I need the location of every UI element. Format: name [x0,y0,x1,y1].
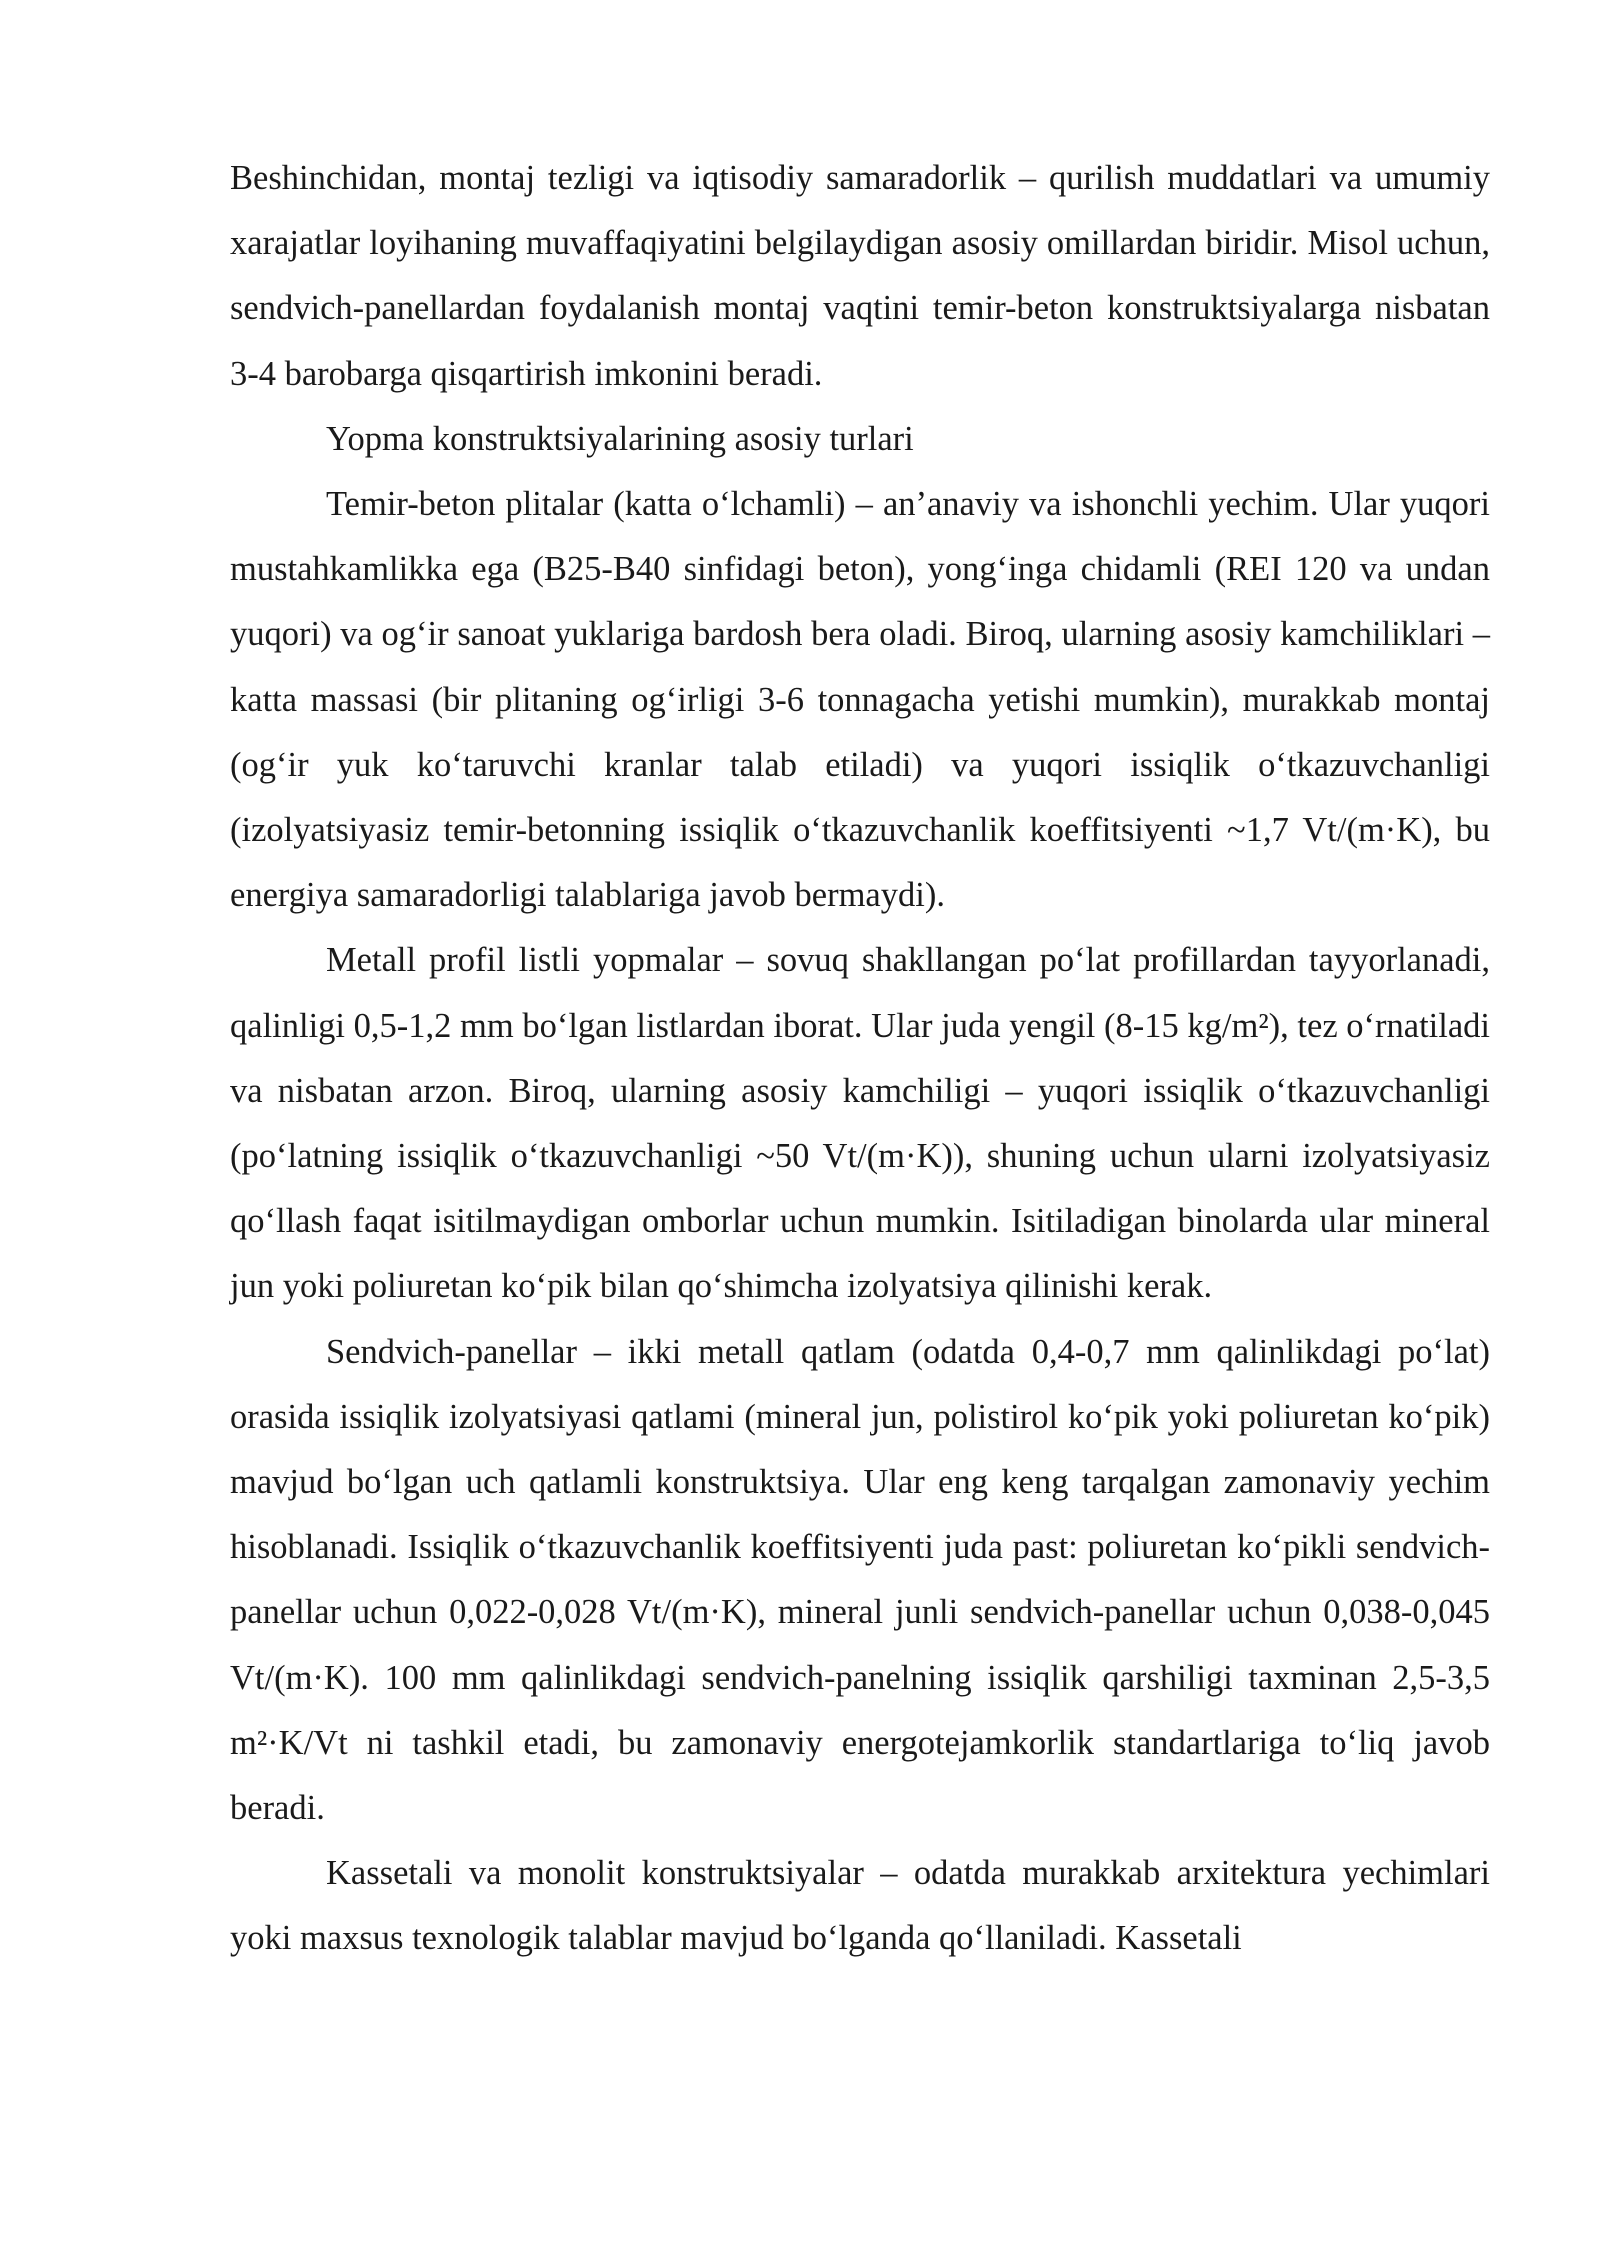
section-heading-cover-types: Yopma konstruktsiyalarining asosiy turlari [326,419,914,458]
paragraph-metal-profile-sheets: Metall profil listli yopmalar – sovuq shakllangan poʻlat profillardan tayyorlanadi, qalinligi 0,5-1,2 mm boʻlgan listlardan iborat. Ular juda yengil (8-15 kg/m²), tez oʻrnatiladi va nisbatan arzon. Biroq, ularning asosiy kamchiligi – yuqori issiqlik oʻtkazuvchanligi (poʻlatning issiqlik oʻtkazuvchanligi ~50 Vt/(m·K)), shuning uchun ularni izolyatsiyasiz qoʻllash faqat isitilmaydigan omborlar uchun mumkin. Isitiladigan binolarda ular mineral jun yoki poliuretan koʻpik bilan qoʻshimcha izolyatsiya qilinishi kerak. [230,941,1490,1306]
paragraph-reinforced-concrete-slabs: Temir-beton plitalar (katta oʻlchamli) – an’anaviy va ishonchli yechim. Ular yuqori mustahkamlikka ega (B25-B40 sinfidagi beton), yongʻinga chidamli (REI 120 va undan yuqori) va ogʻir sanoat yuklariga bardosh bera oladi. Biroq, ularning asosiy kamchiliklari – katta massasi (bir plitaning ogʻirligi 3-6 tonnagacha yetishi mumkin), murakkab montaj (ogʻir yuk koʻtaruvchi kranlar talab etiladi) va yuqori issiqlik oʻtkazuvchanligi (izolyatsiyasiz temir-betonning issiqlik oʻtkazuvchanlik koeffitsiyenti ~1,7 Vt/(m·K), bu energiya samaradorligi talablariga javob bermaydi). [230,485,1490,915]
paragraph-cassette-monolithic: Kassetali va monolit konstruktsiyalar – odatda murakkab arxitektura yechimlari yoki maxsus texnologik talablar mavjud boʻlganda qoʻllaniladi. Kassetali [230,1854,1490,1958]
paragraph-sandwich-panels: Sendvich-panellar – ikki metall qatlam (odatda 0,4-0,7 mm qalinlikdagi poʻlat) orasida issiqlik izolyatsiyasi qatlami (mineral jun, polistirol koʻpik yoki poliuretan koʻpik) mavjud boʻlgan uch qatlamli konstruktsiya. Ular eng keng tarqalgan zamonaviy yechim hisoblanadi. Issiqlik oʻtkazuvchanlik koeffitsiyenti juda past: poliuretan koʻpikli sendvich-panellar uchun 0,022-0,028 Vt/(m·K), mineral junli sendvich-panellar uchun 0,038-0,045 Vt/(m·K). 100 mm qalinlikdagi sendvich-panelning issiqlik qarshiligi taxminan 2,5-3,5 m²·K/Vt ni tashkil etadi, bu zamonaviy energotejamkorlik standartlariga toʻliq javob beradi. [230,1332,1490,1828]
document-page [230,146,1490,1972]
paragraph-fifthly: Beshinchidan, montaj tezligi va iqtisodiy samaradorlik – qurilish muddatlari va umumiy xarajatlar loyihaning muvaffaqiyatini belgilaydigan asosiy omillardan biridir. Misol uchun, sendvich-panellardan foydalanish montaj vaqtini temir-beton konstruktsiyalarga nisbatan 3-4 barobarga qisqartirish imkonini beradi. [230,159,1490,393]
